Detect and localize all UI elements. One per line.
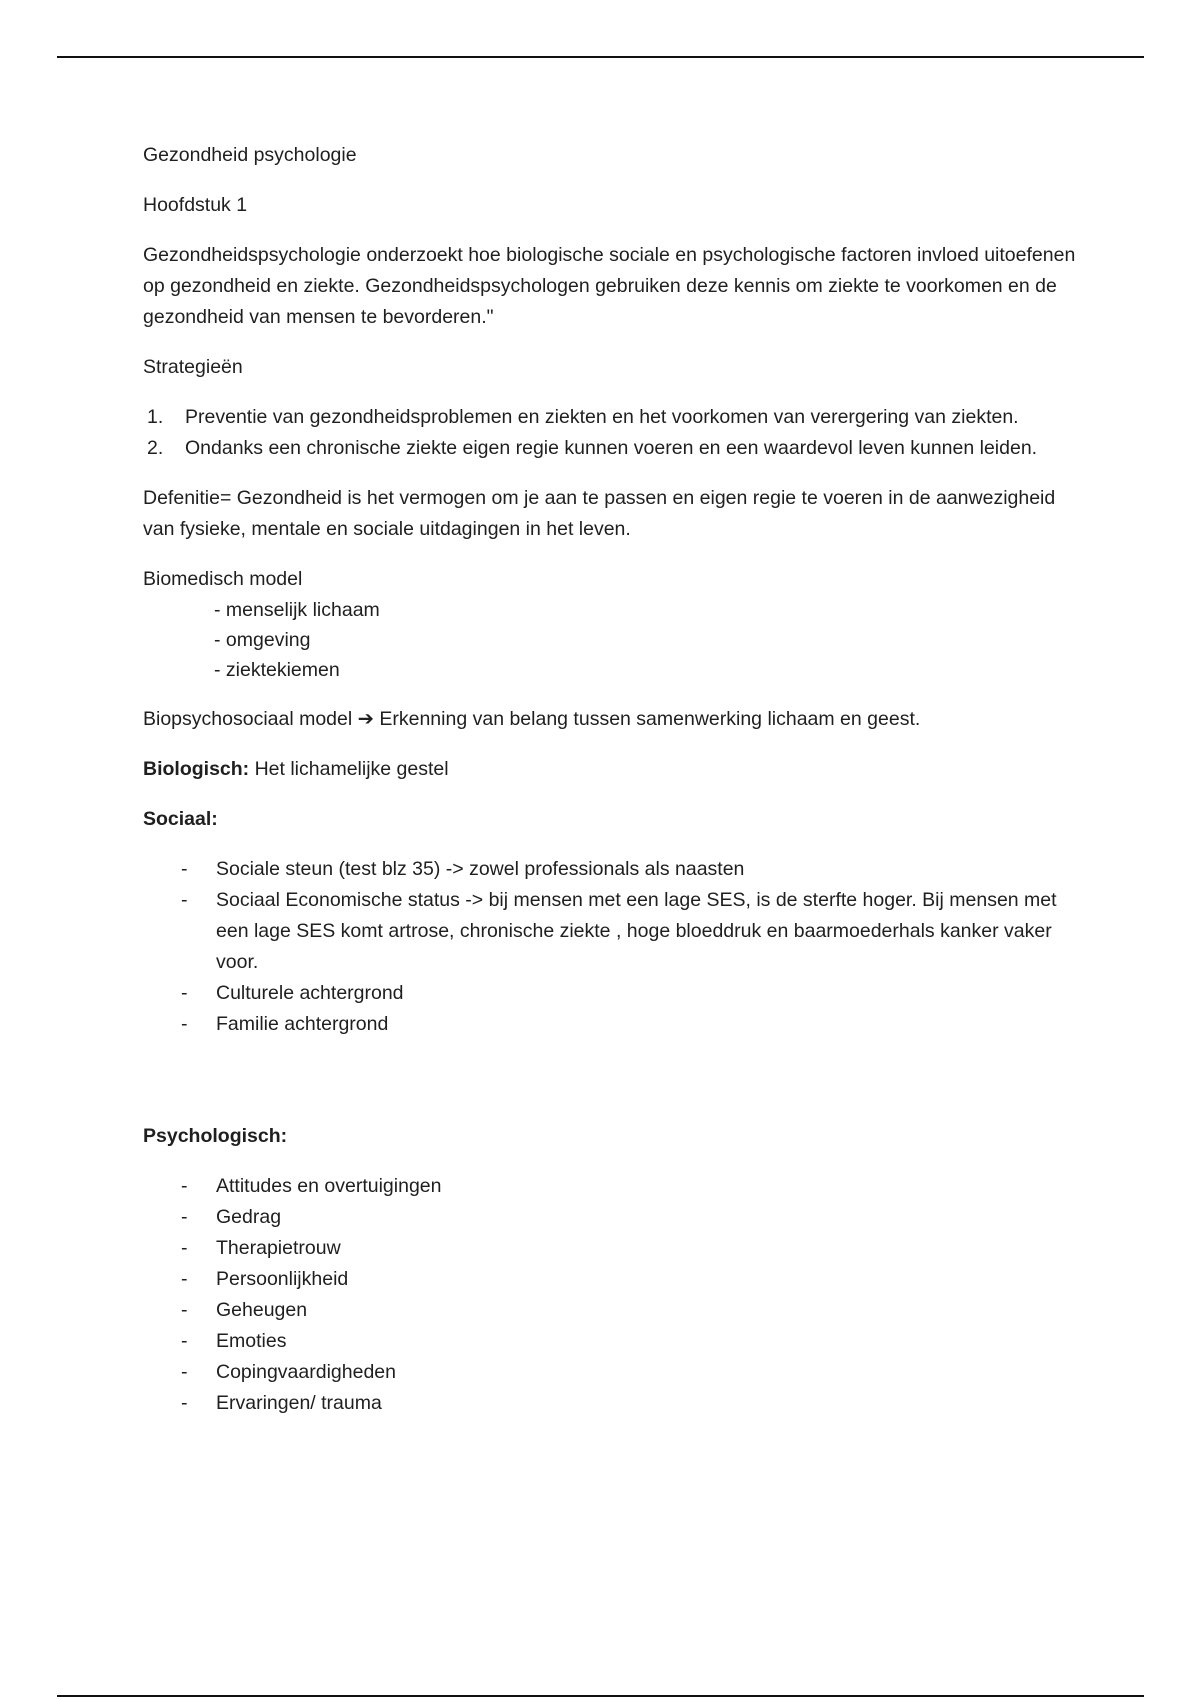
list-item-text: Ervaringen/ trauma [216, 1392, 382, 1414]
social-heading: Sociaal: [143, 808, 218, 830]
blank-space [143, 1059, 1083, 1121]
social-list [143, 854, 1083, 1040]
document-page [143, 140, 1083, 1438]
intro-paragraph: Gezondheidspsychologie onderzoekt hoe biologische sociale en psychologische factoren invloed uitoefenen op gezondheid en ziekte. Gezondheidspsychologen gebruiken deze kennis om ziekte te voorkomen en de gezondheid van mensen te bevorderen." [143, 244, 1076, 328]
list-item-text: Emoties [216, 1330, 287, 1352]
list-item [143, 1009, 1083, 1040]
list-item-text: Gedrag [216, 1206, 282, 1228]
biomedical-heading: Biomedisch model [143, 568, 303, 590]
list-item [143, 1295, 1083, 1326]
list-item [143, 1388, 1083, 1419]
list-item [143, 1171, 1083, 1202]
list-item [143, 402, 1083, 433]
dash-marker: - [181, 1013, 188, 1035]
dash-marker: - [181, 1268, 188, 1290]
dash-marker: - [181, 889, 188, 911]
dash-marker: - [181, 1299, 188, 1321]
strategies-heading: Strategieën [143, 356, 243, 378]
dash-marker: - [181, 982, 188, 1004]
biomedical-list [143, 595, 1083, 685]
definition-paragraph: Defenitie= Gezondheid is het vermogen om je aan te passen en eigen regie te voeren in de aanwezigheid van fysieke, mentale en sociale uitdagingen in het leven. [143, 487, 1056, 540]
list-item [143, 854, 1083, 885]
dash-marker: - [181, 1330, 188, 1352]
dash-marker: - [181, 1237, 188, 1259]
biological-text: Het lichamelijke gestel [249, 758, 449, 780]
biological-paragraph [143, 754, 1083, 785]
list-item-text: Preventie van gezondheidsproblemen en ziekten en het voorkomen van verergering van ziekten. [185, 406, 1019, 428]
header-rule [57, 56, 1144, 58]
chapter-heading: Hoofdstuk 1 [143, 194, 248, 216]
psychological-heading: Psychologisch: [143, 1125, 288, 1147]
list-item-text: Culturele achtergrond [216, 982, 404, 1004]
psychological-list [143, 1171, 1083, 1419]
list-number: 2. [147, 437, 164, 459]
list-item: - menselijk lichaam [214, 599, 380, 621]
biopsychosocial-paragraph: Biopsychosociaal model ➔ Erkenning van belang tussen samenwerking lichaam en geest. [143, 708, 921, 730]
biological-label: Biologisch: [143, 758, 250, 780]
list-item [143, 1233, 1083, 1264]
list-item: - ziektekiemen [214, 659, 340, 681]
list-item [143, 1202, 1083, 1233]
dash-marker: - [181, 1175, 188, 1197]
list-item [143, 978, 1083, 1009]
dash-marker: - [181, 1361, 188, 1383]
list-item-text: Copingvaardigheden [216, 1361, 396, 1383]
list-number: 1. [147, 406, 164, 428]
list-item-text: Persoonlijkheid [216, 1268, 349, 1290]
strategies-list [143, 402, 1083, 464]
list-item [143, 885, 1083, 978]
document-title: Gezondheid psychologie [143, 144, 357, 166]
list-item: - omgeving [214, 629, 311, 651]
list-item-text: Familie achtergrond [216, 1013, 389, 1035]
list-item-text: Ondanks een chronische ziekte eigen regie kunnen voeren en een waardevol leven kunnen leiden. [185, 437, 1038, 459]
list-item [143, 1264, 1083, 1295]
list-item-text: Geheugen [216, 1299, 308, 1321]
list-item [143, 433, 1083, 464]
dash-marker: - [181, 1206, 188, 1228]
dash-marker: - [181, 1392, 188, 1414]
list-item-text: Sociaal Economische status -> bij mensen met een lage SES, is de sterfte hoger. Bij mensen met een lage SES komt artrose, chronische ziekte , hoge bloeddruk en baarmoederhals kanker vaker voor. [216, 889, 1057, 973]
footer-rule [57, 1695, 1144, 1697]
list-item-text: Attitudes en overtuigingen [216, 1175, 442, 1197]
list-item-text: Sociale steun (test blz 35) -> zowel professionals als naasten [216, 858, 745, 880]
list-item [143, 1357, 1083, 1388]
list-item-text: Therapietrouw [216, 1237, 341, 1259]
dash-marker: - [181, 858, 188, 880]
list-item [143, 1326, 1083, 1357]
